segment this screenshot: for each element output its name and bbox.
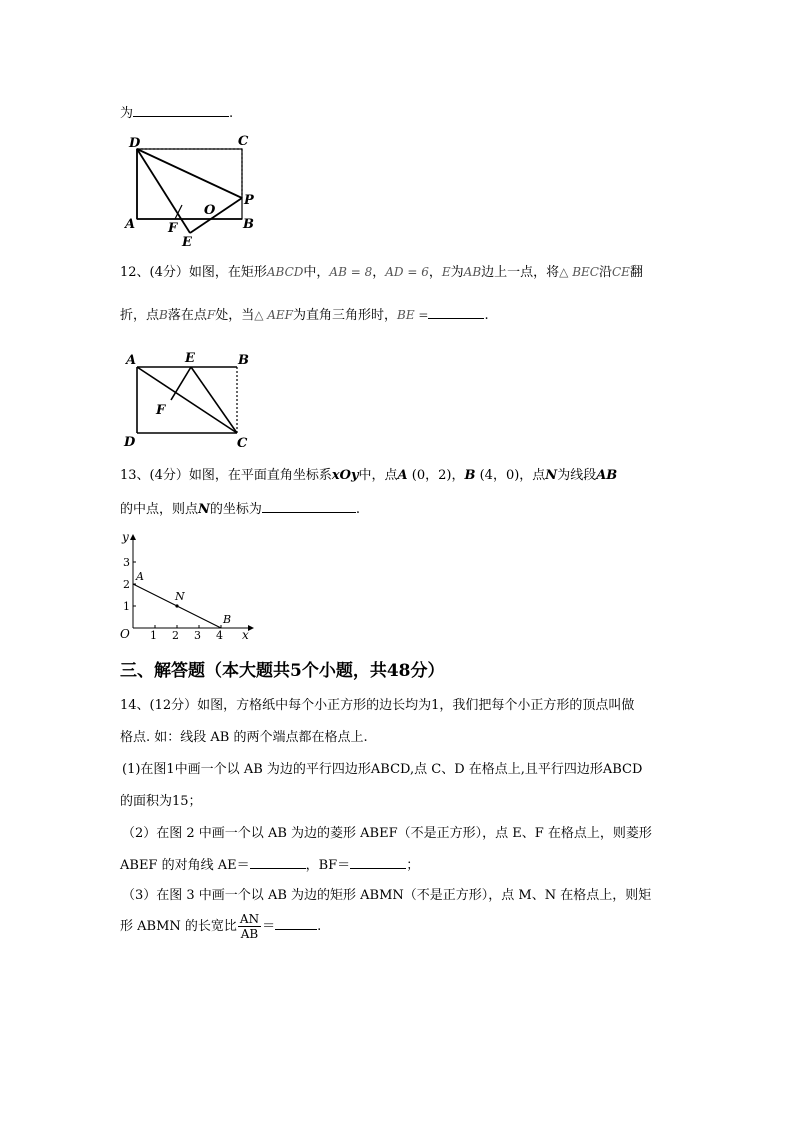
q12-l2c: 处，当: [215, 308, 255, 323]
q14-ratio-blank: [275, 917, 317, 930]
q13-answer-blank: [262, 500, 356, 513]
q12-f: F: [206, 308, 216, 322]
q13-ab: AB: [596, 468, 618, 483]
q12-text: 12、(4分）如图，在矩形: [120, 265, 267, 280]
q13-end: .: [355, 502, 361, 517]
figure-q13-coordinate-plane: [116, 528, 256, 640]
q12-t1: 中，: [303, 265, 330, 280]
label-F: F: [168, 221, 178, 236]
seg-ef: [171, 367, 191, 400]
y-axis-arrow: [130, 534, 136, 540]
x-tick-label-4: 4: [216, 629, 223, 640]
q13-l1: 13、(4分）如图，在平面直角坐标系: [120, 468, 332, 483]
q14-part2-b: [120, 856, 419, 874]
q12-be: BE =: [397, 308, 429, 322]
q14-p2b-c: ；: [406, 858, 420, 873]
q12-comma2: ，: [428, 265, 442, 280]
seg-ec: [191, 367, 237, 433]
q14-p3b-b: ＝: [262, 919, 276, 934]
q13-n2: N: [198, 502, 210, 517]
answer-blank: [133, 104, 229, 117]
q12-t5: 翻: [629, 265, 643, 280]
q14-bf-blank: [350, 856, 406, 869]
q13-line1: [120, 468, 617, 484]
q13-line2: [120, 500, 360, 518]
q12-e: E: [441, 265, 451, 279]
seg-ep: [190, 198, 242, 233]
q14-part2-a: （2）在图 2 中画一个以 AB 为边的菱形 ABEF（不是正方形），点 E、F 在格点上，则菱形: [122, 826, 652, 841]
q12-line2: [120, 306, 489, 324]
q12-end: .: [484, 308, 489, 323]
x-axis-arrow: [248, 625, 254, 631]
point-n-label: N: [175, 590, 185, 603]
q12-l2b: 落在点: [167, 308, 207, 323]
fraction-an-ab: [238, 912, 261, 941]
y-axis-label: y: [122, 530, 129, 544]
fraction-numerator: AN: [239, 912, 260, 926]
q14-line2: 格点. 如：线段 AB 的两个端点都在格点上.: [120, 730, 368, 745]
q12-b: B: [159, 308, 168, 322]
x-tick-label-2: 2: [172, 629, 179, 640]
q14-part1-b: 的面积为15；: [120, 794, 202, 809]
q13-a: A: [397, 468, 408, 483]
q12-l2d: 为直角三角形时，: [293, 308, 398, 323]
label-B: B: [243, 217, 254, 232]
x-tick-label-1: 1: [150, 629, 157, 640]
q12-t4: 沿: [598, 265, 612, 280]
q12-ce: CE: [611, 265, 630, 279]
y-tick-label-3: 3: [123, 556, 130, 569]
x-axis-label: x: [242, 628, 249, 640]
label-D: D: [129, 136, 141, 151]
figure-prev-rectangle: [120, 128, 270, 248]
q14-part3-b: [120, 912, 321, 941]
q13-bcoord: (4，0)，点: [479, 468, 546, 483]
label-O: O: [204, 203, 216, 218]
q13-l1c: 为线段: [557, 468, 597, 483]
q12-ad: AD = 6: [385, 265, 429, 279]
section-3-heading: 三、解答题（本大题共5个小题，共48分）: [120, 661, 445, 681]
label-E: E: [185, 351, 195, 366]
q13-n: N: [545, 468, 558, 483]
q12-t2: 为: [450, 265, 464, 280]
q12-comma1: ，: [372, 265, 386, 280]
point-b-label: B: [223, 613, 232, 626]
label-D: D: [124, 435, 136, 450]
prev-text: 为: [120, 106, 134, 121]
q12-answer-blank: [428, 306, 484, 319]
fraction-denominator: AB: [240, 927, 259, 941]
q12-rect: ABCD: [266, 265, 304, 279]
seg-ac: [137, 367, 237, 433]
y-tick-label-2: 2: [123, 578, 130, 591]
point-n-dot: [175, 604, 178, 607]
label-P: P: [244, 193, 254, 208]
label-E: E: [182, 235, 192, 248]
q12-line1: [120, 264, 643, 281]
q12-tri1: △ BEC: [559, 265, 599, 279]
origin-label: O: [120, 627, 130, 640]
q12-l2a: 折，点: [120, 308, 160, 323]
q13-acoord: (0，2)，: [411, 468, 465, 483]
q12-tri2: △ AEF: [254, 308, 293, 322]
label-F: F: [156, 403, 166, 418]
prev-question-tail: [120, 104, 233, 122]
q14-part1-a: (1)在图1中画一个以 AB 为边的平行四边形ABCD,点 C、D 在格点上,且平行四边形ABCD: [122, 762, 643, 777]
q13-l2b: 的坐标为: [209, 502, 262, 517]
q12-ab: AB = 8: [329, 265, 373, 279]
point-a-label: A: [136, 570, 144, 583]
q12-t3: 边上一点，将: [481, 265, 560, 280]
q13-l2a: 的中点，则点: [120, 502, 199, 517]
y-tick-label-1: 1: [123, 600, 130, 613]
label-A: A: [125, 217, 136, 232]
label-C: C: [238, 134, 249, 149]
q12-ab2: AB: [463, 265, 482, 279]
q14-ae-blank: [250, 856, 306, 869]
q14-p3b-a: 形 ABMN 的长宽比: [120, 919, 237, 934]
label-A: A: [126, 353, 137, 368]
prev-end: .: [229, 106, 234, 121]
q14-part3-a: （3）在图 3 中画一个以 AB 为边的矩形 ABMN（不是正方形），点 M、N 在格点上，则矩: [122, 888, 652, 903]
q13-b: B: [464, 468, 476, 483]
q14-p2b-a: ABEF 的对角线 AE＝: [120, 858, 250, 873]
label-B: B: [238, 353, 249, 368]
label-C: C: [237, 436, 248, 450]
q14-line1: 14、(12分）如图，方格纸中每个小正方形的边长均为1，我们把每个小正方形的顶点叫做: [120, 698, 635, 713]
x-tick-label-3: 3: [194, 629, 201, 640]
q14-end: .: [317, 919, 322, 934]
q13-l1b: 中，点: [358, 468, 398, 483]
q14-p2b-b: ，BF＝: [305, 858, 351, 873]
q13-xoy: xOy: [331, 468, 359, 483]
figure-q12-rectangle: [120, 348, 260, 450]
